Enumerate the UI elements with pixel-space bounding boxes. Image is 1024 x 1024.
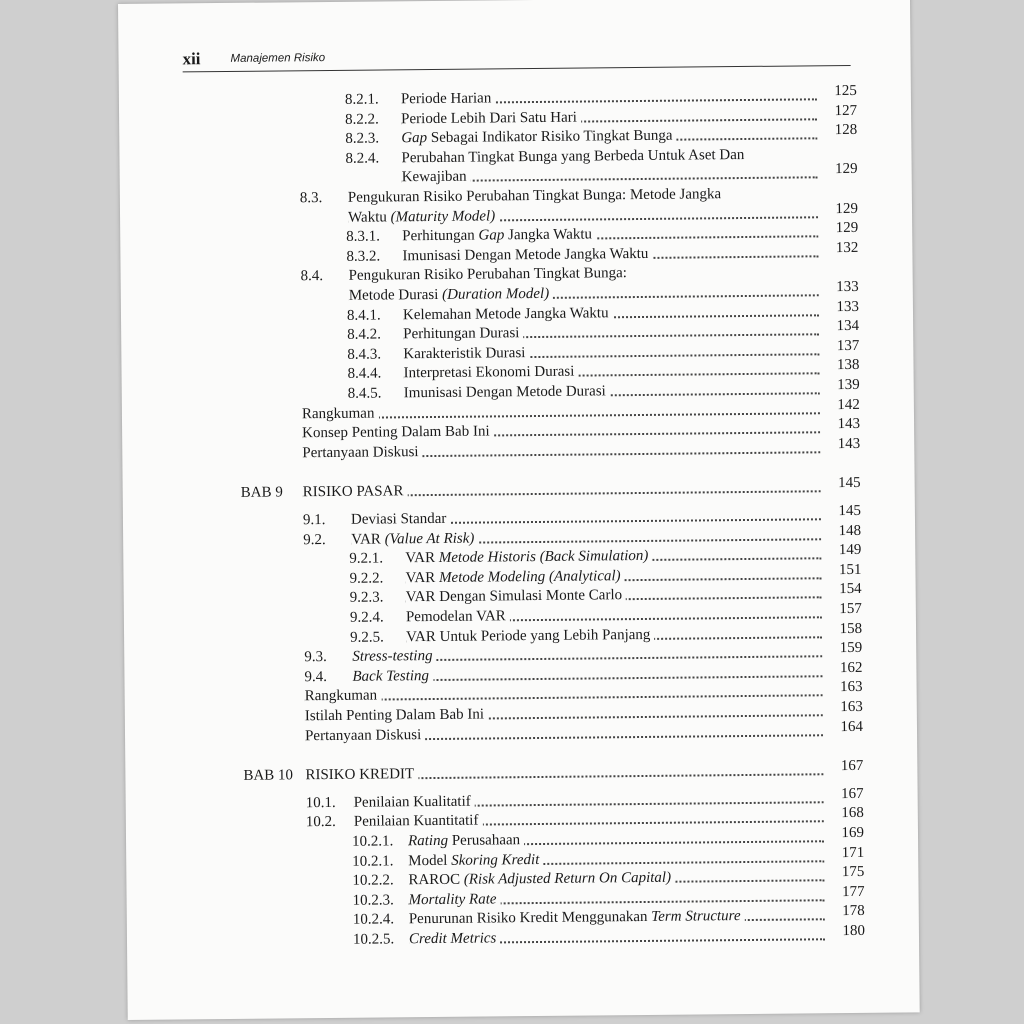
toc-entry-title-part: Stress-testing bbox=[352, 648, 433, 665]
toc-entry-title bbox=[402, 164, 818, 188]
toc-entry-title-part: Metode Modeling (Analytical) bbox=[438, 567, 621, 586]
toc-entry-number: 9.2.1. bbox=[349, 550, 384, 567]
toc-entry-title-part: Perusahaan bbox=[447, 832, 521, 849]
toc-page-number: 148 bbox=[838, 522, 862, 539]
toc-entry-number: 8.2.4. bbox=[345, 150, 380, 167]
toc-page-number: 129 bbox=[835, 161, 858, 178]
toc-entry-number: 10.2.3. bbox=[352, 892, 394, 909]
toc-entry-title-part: Skoring Kredit bbox=[451, 851, 540, 869]
toc-entry-title-text: Karakteristik Durasi bbox=[403, 344, 526, 363]
toc-entry-title-text: RISIKO KREDIT bbox=[305, 766, 415, 784]
toc-entry-number: 8.4. bbox=[300, 268, 324, 285]
toc-page-number: 167 bbox=[841, 785, 864, 802]
toc-entry-title-text: Rangkuman bbox=[301, 405, 375, 422]
toc-entry-title-text: Rangkuman bbox=[304, 687, 378, 705]
toc-page-number: 164 bbox=[840, 718, 864, 735]
toc-entry-number: 8.4.1. bbox=[346, 307, 381, 324]
toc-page-number: 159 bbox=[839, 640, 863, 657]
toc-entry-title-part: Gap bbox=[401, 130, 428, 147]
toc-entry-number: 9.2.3. bbox=[349, 589, 384, 607]
toc-entry-number: 8.3.2. bbox=[346, 248, 381, 265]
toc-page-number: 167 bbox=[840, 758, 864, 775]
toc-entry-title-part: Perhitungan bbox=[402, 227, 479, 245]
toc-entry-number: 10.2.1. bbox=[351, 833, 394, 850]
toc-page-number: 128 bbox=[834, 122, 858, 139]
toc-entry-number: 10.2.5. bbox=[352, 931, 395, 948]
dot-leader bbox=[302, 412, 820, 419]
toc-page-number: 132 bbox=[835, 239, 859, 256]
toc-entry-title-part: Term Structure bbox=[651, 908, 741, 926]
book-page bbox=[118, 0, 920, 1020]
toc-page-number: 177 bbox=[841, 883, 865, 900]
toc-entry-number: 8.3. bbox=[299, 190, 323, 207]
running-title: Manajemen Risiko bbox=[230, 52, 326, 65]
toc-entry-title-text: Imunisasi Dengan Metode Jangka Waktu bbox=[402, 245, 649, 265]
dot-leader bbox=[305, 695, 823, 702]
toc-entry-title-text: Periode Lebih Dari Satu Hari bbox=[401, 109, 577, 127]
toc-entry-title-part: Model bbox=[408, 852, 452, 869]
toc-entry-title bbox=[305, 721, 823, 746]
toc-entry-title-text: Imunisasi Dengan Metode Durasi bbox=[403, 383, 606, 402]
toc-entry-title-part: VAR bbox=[405, 569, 440, 587]
toc-entry-title-part: (Value At Risk) bbox=[384, 530, 475, 548]
toc-page-number: 145 bbox=[838, 502, 861, 520]
toc-entry-title-text: Pemodelan VAR bbox=[405, 608, 506, 626]
toc-entry-number: 10.2.2. bbox=[352, 872, 394, 889]
toc-entry[interactable] bbox=[305, 721, 823, 746]
toc-page-number: 138 bbox=[836, 357, 860, 374]
toc-page-number: 154 bbox=[839, 581, 862, 598]
toc-page-number: 145 bbox=[838, 475, 861, 492]
toc-entry-title-part: Back Testing bbox=[352, 667, 430, 685]
toc-entry-title-part: (Duration Model) bbox=[442, 285, 550, 303]
toc-entry-number: 8.2.1. bbox=[344, 91, 379, 108]
toc-entry-number: 9.1. bbox=[302, 512, 326, 529]
toc-entry[interactable] bbox=[409, 925, 825, 949]
toc-entry-title-text: Deviasi Standar bbox=[350, 510, 447, 528]
toc-entry-title bbox=[409, 925, 825, 949]
toc-entry-title bbox=[302, 438, 820, 463]
toc-entry-number: 9.4. bbox=[304, 668, 328, 686]
toc-entry-title-part: Credit Metrics bbox=[408, 930, 497, 948]
toc-entry-title-text: RISIKO PASAR bbox=[302, 483, 404, 501]
toc-entry-title-text: Perhitungan Durasi bbox=[403, 325, 520, 343]
table-of-contents bbox=[118, 0, 920, 1020]
toc-entry-title-part: Sebagai Indikator Risiko Tingkat Bunga bbox=[427, 127, 673, 147]
toc-page-number: 143 bbox=[837, 435, 861, 452]
toc-page-number: 129 bbox=[835, 220, 859, 237]
toc-entry-title-text: VAR Dengan Simulasi Monte Carlo bbox=[405, 587, 623, 606]
toc-entry-title-text: Pengukuran Risiko Perubahan Tingkat Bunga: Metode Jangka bbox=[347, 186, 722, 206]
toc-page-number: 168 bbox=[841, 805, 864, 822]
toc-entry-title-part: RAROC bbox=[408, 871, 464, 889]
toc-entry-title-text: Kelemahan Metode Jangka Waktu bbox=[402, 304, 609, 323]
toc-entry-number: 8.4.2. bbox=[347, 326, 382, 344]
toc-entry-number: 8.4.4. bbox=[347, 365, 382, 383]
toc-entry-title-part: Penurunan Risiko Kredit Menggunakan bbox=[408, 909, 652, 928]
toc-entry-title-part: Rating bbox=[407, 832, 449, 850]
toc-page-number: 133 bbox=[836, 298, 860, 315]
toc-entry-title-text: Pertanyaan Diskusi bbox=[302, 443, 419, 462]
toc-entry-number: 8.2.3. bbox=[345, 130, 380, 148]
toc-entry-title-text: Pertanyaan Diskusi bbox=[304, 726, 422, 744]
toc-entry-title-part: Metode Historis (Back Simulation) bbox=[438, 548, 649, 567]
toc-entry-title bbox=[401, 124, 817, 148]
toc-entry-title-text: Pengukuran Risiko Perubahan Tingkat Bunga: bbox=[348, 265, 628, 285]
toc-entry-title-text: Kewajiban bbox=[401, 169, 467, 186]
toc-page-number: 175 bbox=[841, 864, 865, 881]
toc-entry-title-part: Metode Durasi bbox=[348, 286, 443, 304]
toc-page-number: 163 bbox=[840, 679, 863, 696]
toc-entry[interactable] bbox=[401, 124, 817, 148]
toc-page-number: 134 bbox=[836, 318, 860, 335]
toc-page-number: 143 bbox=[837, 416, 861, 433]
toc-entry-number: BAB 10 bbox=[243, 767, 294, 785]
toc-page-number: 129 bbox=[835, 200, 859, 217]
toc-entry-number: 10.2.1. bbox=[352, 852, 394, 870]
toc-entry[interactable] bbox=[305, 760, 823, 785]
toc-entry-title-text: Penilaian Kualitatif bbox=[353, 793, 471, 811]
toc-page-number: 149 bbox=[838, 542, 862, 559]
toc-page-number: 169 bbox=[841, 824, 865, 842]
toc-entry-number: 8.4.5. bbox=[347, 385, 382, 402]
toc-entry-number: 10.2. bbox=[305, 814, 336, 831]
toc-entry-number: 10.1. bbox=[305, 794, 336, 812]
toc-entry-number: 9.3. bbox=[304, 649, 327, 666]
toc-entry-title-text: Interpretasi Ekonomi Durasi bbox=[403, 364, 575, 382]
page-number: xii bbox=[182, 49, 201, 69]
toc-page-number: 178 bbox=[842, 903, 865, 920]
toc-entry-title-part: VAR bbox=[405, 550, 439, 567]
toc-entry-title-text: Konsep Penting Dalam Bab Ini bbox=[302, 423, 490, 442]
toc-entry-number: 9.2.5. bbox=[350, 629, 384, 646]
toc-entry-title-part: Gap bbox=[478, 227, 505, 244]
toc-entry-title-part: (Risk Adjusted Return On Capital) bbox=[463, 869, 672, 888]
toc-page-number: 180 bbox=[842, 922, 866, 940]
toc-entry-title-text: Periode Harian bbox=[400, 90, 492, 108]
toc-entry-number: 8.2.2. bbox=[345, 111, 379, 128]
toc-entry-number: 8.3.1. bbox=[346, 228, 381, 246]
toc-entry-number: 9.2. bbox=[303, 531, 326, 548]
toc-entry-title bbox=[402, 242, 818, 266]
toc-page-number: 133 bbox=[836, 278, 859, 296]
toc-page-number: 139 bbox=[837, 376, 860, 394]
toc-entry-title-text: Istilah Penting Dalam Bab Ini bbox=[304, 706, 485, 725]
toc-page-number: 137 bbox=[836, 337, 860, 354]
toc-entry-number: 9.2.2. bbox=[349, 570, 384, 587]
toc-page-number: 158 bbox=[839, 620, 863, 637]
toc-page-number: 151 bbox=[838, 561, 862, 578]
toc-entry-title bbox=[303, 478, 821, 503]
toc-entry[interactable] bbox=[303, 478, 821, 503]
toc-entry-title-part: VAR bbox=[351, 531, 385, 548]
toc-page-number: 142 bbox=[837, 396, 860, 413]
toc-entry-title-text: Perubahan Tingkat Bunga yang Berbeda Untuk Aset Dan bbox=[401, 146, 745, 167]
toc-page-number: 171 bbox=[841, 844, 865, 861]
toc-page-number: 127 bbox=[834, 102, 858, 119]
toc-entry-number: 10.2.4. bbox=[352, 911, 395, 929]
toc-entry-title-text: VAR Untuk Periode yang Lebih Panjang bbox=[406, 626, 651, 645]
toc-entry[interactable] bbox=[302, 438, 820, 463]
toc-page-number: 125 bbox=[834, 82, 857, 100]
toc-entry-number: BAB 9 bbox=[240, 484, 283, 502]
toc-entry-title-part: (Maturity Model) bbox=[390, 207, 496, 225]
toc-entry-title bbox=[305, 760, 823, 785]
toc-entry-title-part: Waktu bbox=[347, 208, 391, 226]
toc-entry[interactable] bbox=[402, 164, 818, 188]
toc-entry[interactable] bbox=[402, 242, 818, 266]
toc-page-number: 162 bbox=[839, 659, 863, 676]
toc-page-number: 163 bbox=[840, 698, 863, 716]
toc-entry-title-text: Penilaian Kuantitatif bbox=[353, 812, 479, 831]
toc-entry-title-part: Jangka Waktu bbox=[504, 226, 593, 244]
toc-entry-title-part: Mortality Rate bbox=[408, 891, 497, 909]
toc-entry-number: 9.2.4. bbox=[349, 609, 384, 626]
toc-entry-number: 8.4.3. bbox=[347, 346, 382, 363]
toc-page-number: 157 bbox=[839, 600, 862, 618]
